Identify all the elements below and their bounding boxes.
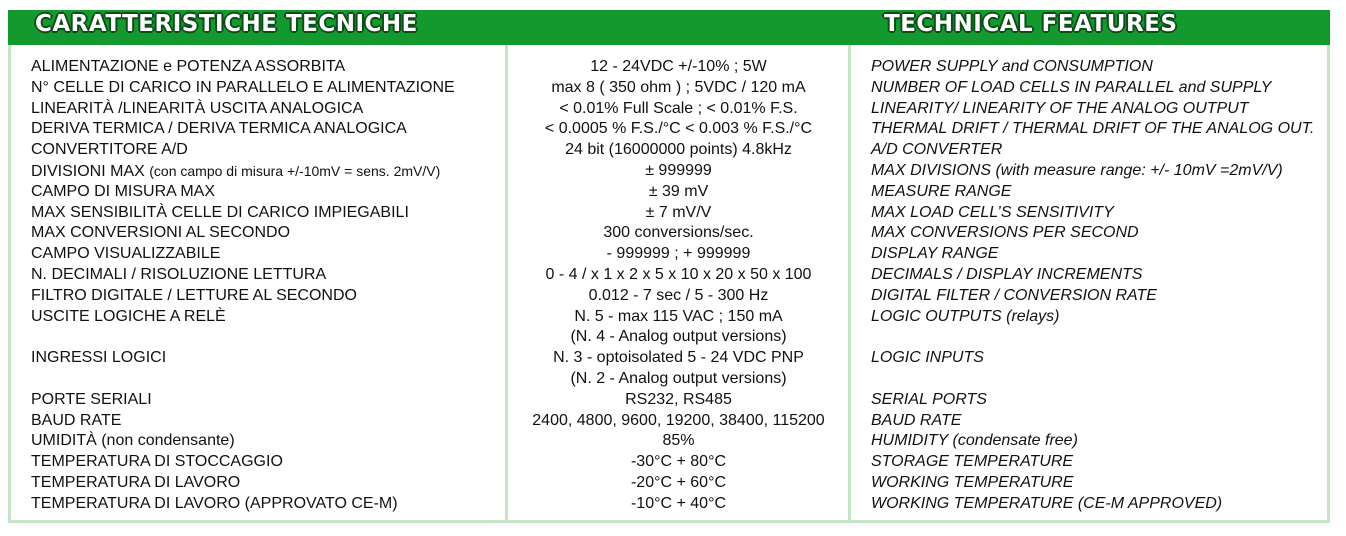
feature-it-text: CAMPO VISUALIZZABILE bbox=[31, 245, 221, 263]
feature-en-text: MAX LOAD CELL’S SENSITIVITY bbox=[871, 203, 1114, 221]
feature-value-text: -10°C + 40°C bbox=[630, 494, 727, 512]
feature-value-text: (N. 4 - Analog output versions) bbox=[570, 328, 787, 346]
feature-value-text: N. 3 - optoisolated 5 - 24 VDC PNP bbox=[553, 349, 804, 367]
feature-it-text: CAMPO DI MISURA MAX bbox=[31, 182, 216, 200]
feature-it-text: BAUD RATE bbox=[31, 411, 122, 429]
feature-en bbox=[871, 265, 1314, 286]
feature-value-text: < 0.01% Full Scale ; < 0.01% F.S. bbox=[559, 99, 798, 117]
feature-en-text: DIGITAL FILTER / CONVERSION RATE bbox=[871, 286, 1157, 304]
feature-value bbox=[509, 452, 848, 473]
feature-it-text: TEMPERATURA DI LAVORO bbox=[31, 473, 241, 491]
feature-en-text: DECIMALS / DISPLAY INCREMENTS bbox=[871, 265, 1143, 283]
feature-it bbox=[31, 390, 455, 411]
feature-it-text: UMIDITÀ (non condensante) bbox=[31, 432, 235, 450]
feature-en bbox=[871, 431, 1314, 452]
italian-feature-column bbox=[31, 57, 455, 515]
feature-it bbox=[31, 494, 455, 515]
feature-value-text: < 0.0005 % F.S./°C < 0.003 % F.S./°C bbox=[544, 120, 813, 138]
english-feature-column bbox=[871, 57, 1314, 515]
feature-value-text: 24 bit (16000000 points) 4.8kHz bbox=[565, 141, 792, 159]
feature-it bbox=[31, 431, 455, 452]
feature-en-text: THERMAL DRIFT / THERMAL DRIFT OF THE ANALOG OUT. bbox=[871, 120, 1315, 138]
feature-value-text: 2400, 4800, 9600, 19200, 38400, 115200 bbox=[532, 411, 825, 429]
feature-en bbox=[871, 140, 1314, 161]
feature-en bbox=[871, 411, 1314, 432]
feature-value bbox=[509, 494, 848, 515]
feature-it bbox=[31, 411, 455, 432]
feature-en bbox=[871, 452, 1314, 473]
feature-en bbox=[871, 369, 1314, 390]
feature-it-text: ALIMENTAZIONE e POTENZA ASSORBITA bbox=[31, 58, 346, 75]
feature-value-text: N. 5 - max 115 VAC ; 150 mA bbox=[574, 307, 783, 325]
feature-en bbox=[871, 99, 1314, 120]
feature-en-text: A/D CONVERTER bbox=[871, 141, 1003, 159]
feature-value bbox=[509, 390, 848, 411]
feature-it bbox=[31, 182, 455, 203]
feature-value-text: ± 39 mV bbox=[648, 182, 709, 200]
feature-en-text: WORKING TEMPERATURE bbox=[871, 473, 1074, 491]
feature-value bbox=[509, 182, 848, 203]
feature-en-text: MAX DIVISIONS (with measure range: +/- 10mV =2mV/V) bbox=[871, 161, 1283, 179]
feature-value-text: RS232, RS485 bbox=[625, 390, 732, 408]
feature-en-text: MAX CONVERSIONS PER SECOND bbox=[871, 224, 1139, 242]
feature-en bbox=[871, 348, 1314, 369]
feature-value-text: ± 7 mV/V bbox=[645, 203, 712, 221]
feature-it-text: DERIVA TERMICA / DERIVA TERMICA ANALOGICA bbox=[31, 120, 407, 138]
feature-it bbox=[31, 140, 455, 161]
feature-it-text: MAX SENSIBILITÀ CELLE DI CARICO IMPIEGABILI bbox=[31, 203, 409, 221]
feature-value-text: 85% bbox=[662, 432, 695, 450]
feature-it bbox=[31, 348, 455, 369]
feature-en-text: LOGIC OUTPUTS (relays) bbox=[871, 307, 1060, 325]
feature-value-text: ± 999999 bbox=[645, 161, 712, 179]
feature-value-text: -20°C + 60°C bbox=[630, 473, 727, 491]
feature-en-text: LOGIC INPUTS bbox=[871, 349, 984, 367]
feature-it-text: DIVISIONI MAX bbox=[31, 162, 145, 180]
feature-it-text: N. DECIMALI / RISOLUZIONE LETTURA bbox=[31, 265, 327, 283]
title-english: TECHNICAL FEATURES bbox=[884, 11, 1178, 37]
feature-value bbox=[509, 411, 848, 432]
feature-value-text: 0.012 - 7 sec / 5 - 300 Hz bbox=[588, 286, 769, 304]
feature-value bbox=[509, 307, 848, 328]
feature-en bbox=[871, 494, 1314, 515]
table-header bbox=[8, 10, 1330, 45]
feature-value bbox=[509, 327, 848, 348]
feature-it bbox=[31, 307, 455, 328]
column-divider bbox=[505, 45, 508, 520]
feature-en bbox=[871, 327, 1314, 348]
feature-value bbox=[509, 78, 848, 99]
value-column bbox=[509, 57, 848, 515]
feature-en-text: BAUD RATE bbox=[871, 411, 962, 429]
feature-value-text: - 999999 ; + 999999 bbox=[606, 245, 751, 263]
feature-it-text: LINEARITÀ /LINEARITÀ USCITA ANALOGICA bbox=[31, 99, 364, 117]
feature-it-text: N° CELLE DI CARICO IN PARALLELO E ALIMENTAZIONE bbox=[31, 78, 455, 96]
feature-value bbox=[509, 431, 848, 452]
feature-en-text: LINEARITY/ LINEARITY OF THE ANALOG OUTPUT bbox=[871, 99, 1249, 117]
feature-en bbox=[871, 119, 1314, 140]
feature-en bbox=[871, 182, 1314, 203]
feature-value-text: 0 - 4 / x 1 x 2 x 5 x 10 x 20 x 50 x 100 bbox=[545, 265, 812, 283]
feature-en-text: WORKING TEMPERATURE (CE-M APPROVED) bbox=[871, 494, 1223, 512]
feature-en-text: STORAGE TEMPERATURE bbox=[871, 453, 1074, 471]
feature-it-text: TEMPERATURA DI LAVORO (APPROVATO CE-M) bbox=[31, 494, 398, 512]
divisioni-note: (con campo di misura +/-10mV = sens. 2mV/V) bbox=[149, 162, 441, 179]
feature-value-text: (N. 2 - Analog output versions) bbox=[570, 369, 787, 387]
feature-it bbox=[31, 286, 455, 307]
feature-it bbox=[31, 452, 455, 473]
feature-en bbox=[871, 203, 1314, 224]
feature-it-text: PORTE SERIALI bbox=[31, 390, 152, 408]
feature-en bbox=[871, 244, 1314, 265]
feature-en-text: HUMIDITY (condensate free) bbox=[871, 432, 1078, 450]
feature-it bbox=[31, 369, 455, 390]
feature-value bbox=[509, 140, 848, 161]
feature-en bbox=[871, 286, 1314, 307]
feature-it-text: FILTRO DIGITALE / LETTURE AL SECONDO bbox=[31, 286, 357, 304]
feature-value bbox=[509, 286, 848, 307]
column-divider bbox=[848, 45, 851, 520]
feature-it bbox=[31, 78, 455, 99]
feature-value bbox=[509, 203, 848, 224]
feature-it bbox=[31, 119, 455, 140]
feature-value-text: 12 - 24VDC +/-10% ; 5W bbox=[590, 58, 767, 75]
feature-en-text: NUMBER OF LOAD CELLS IN PARALLEL and SUPPLY bbox=[871, 78, 1272, 96]
feature-value bbox=[509, 99, 848, 120]
feature-it bbox=[31, 57, 455, 78]
feature-it bbox=[31, 473, 455, 494]
feature-it-text: INGRESSI LOGICI bbox=[31, 349, 167, 367]
feature-it bbox=[31, 203, 455, 224]
feature-en-text: MEASURE RANGE bbox=[871, 182, 1012, 200]
feature-it bbox=[31, 244, 455, 265]
feature-it bbox=[31, 223, 455, 244]
feature-en bbox=[871, 390, 1314, 411]
feature-en bbox=[871, 57, 1314, 78]
feature-it-text: CONVERTITORE A/D bbox=[31, 141, 188, 159]
feature-it bbox=[31, 327, 455, 348]
feature-it-text: USCITE LOGICHE A RELÈ bbox=[31, 307, 226, 325]
feature-value bbox=[509, 57, 848, 78]
feature-value bbox=[509, 265, 848, 286]
feature-value bbox=[509, 119, 848, 140]
feature-value-text: -30°C + 80°C bbox=[630, 453, 727, 471]
feature-en bbox=[871, 223, 1314, 244]
feature-en bbox=[871, 473, 1314, 494]
feature-value bbox=[509, 473, 848, 494]
feature-value bbox=[509, 161, 848, 182]
feature-en bbox=[871, 161, 1314, 182]
feature-en-text: DISPLAY RANGE bbox=[871, 245, 999, 263]
title-italian: CARATTERISTICHE TECNICHE bbox=[35, 11, 418, 37]
feature-value bbox=[509, 348, 848, 369]
feature-value bbox=[509, 223, 848, 244]
feature-it bbox=[31, 161, 455, 182]
feature-it bbox=[31, 265, 455, 286]
feature-it-text: MAX CONVERSIONI AL SECONDO bbox=[31, 224, 291, 242]
feature-it bbox=[31, 99, 455, 120]
feature-en bbox=[871, 307, 1314, 328]
feature-value bbox=[509, 244, 848, 265]
feature-en bbox=[871, 78, 1314, 99]
feature-value-text: 300 conversions/sec. bbox=[603, 224, 754, 242]
feature-it-text: TEMPERATURA DI STOCCAGGIO bbox=[31, 453, 283, 471]
feature-en-text: POWER SUPPLY and CONSUMPTION bbox=[871, 58, 1153, 75]
feature-value bbox=[509, 369, 848, 390]
feature-en-text: SERIAL PORTS bbox=[871, 390, 987, 408]
feature-value-text: max 8 ( 350 ohm ) ; 5VDC / 120 mA bbox=[551, 78, 806, 96]
